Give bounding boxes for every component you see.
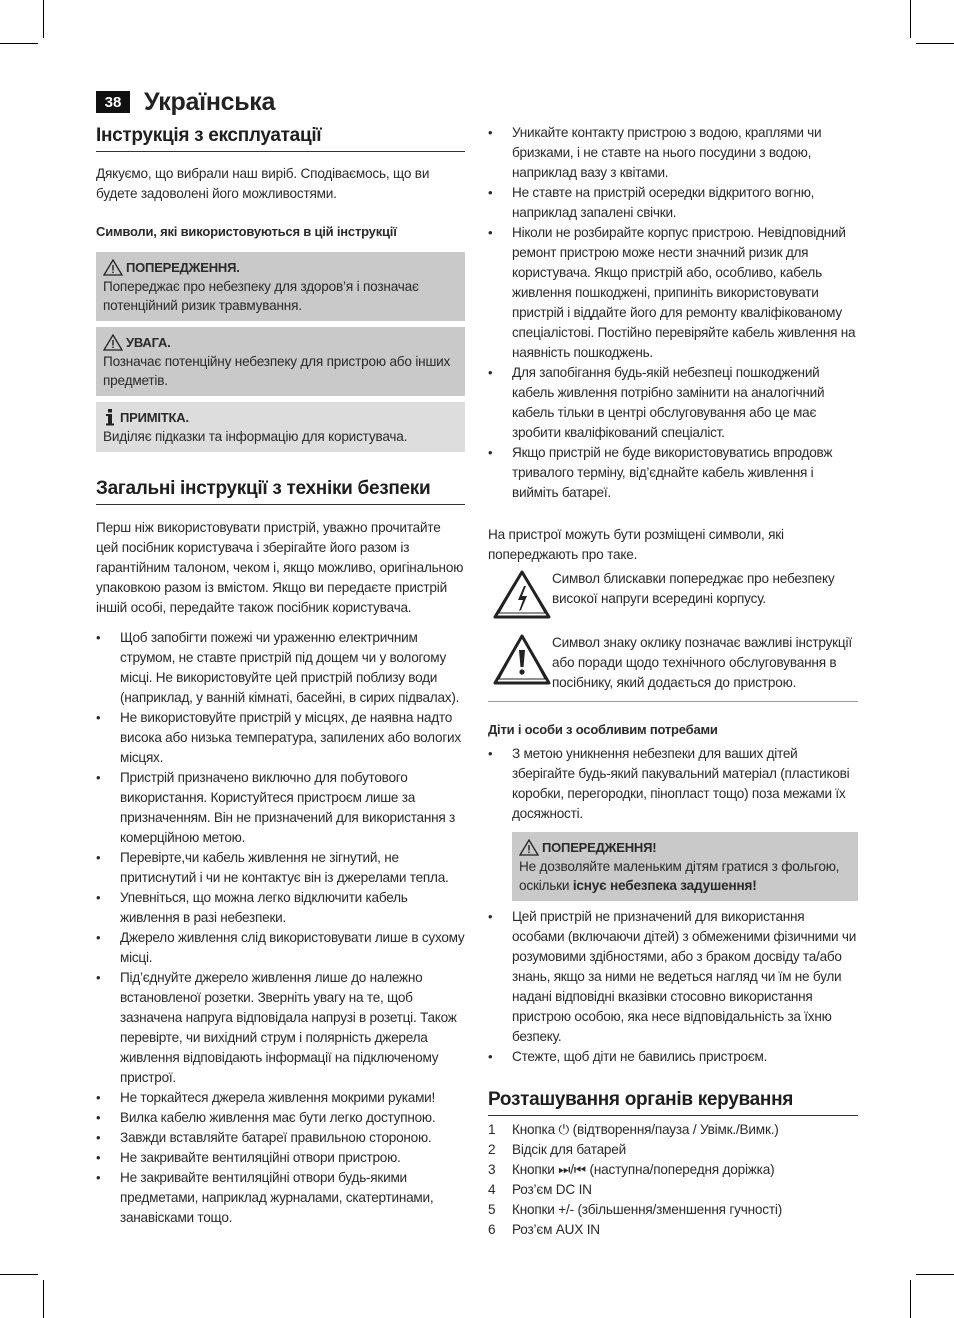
section-title-instructions: Інструкція з експлуатації: [96, 125, 465, 152]
crop-mark: [0, 1274, 38, 1275]
exclamation-symbol-text: Символ знаку оклику позначає важливі інструкції або поради щодо технічного обслуговування в посібнику, який додається до пристрою.: [552, 635, 852, 690]
children-heading: Діти і особи з особливим потребами: [488, 722, 718, 737]
section-title-safety: Загальні інструкції з техніки безпеки: [96, 478, 465, 505]
divider: [488, 701, 858, 702]
list-item: • Завжди вставляйте батареї правильною стороною.: [96, 1128, 465, 1148]
page-header: [96, 86, 275, 118]
item-number: 3: [488, 1162, 496, 1177]
note-title: ПРИМІТКА.: [120, 410, 189, 425]
list-item: • Вилка кабелю живлення має бути легко доступною.: [96, 1108, 465, 1128]
item-text: Роз’єм AUX IN: [512, 1222, 600, 1237]
list-item: [488, 1200, 858, 1220]
list-item: • Не закривайте вентиляційні отвори пристрою.: [96, 1148, 465, 1168]
crop-mark: [910, 1280, 911, 1318]
item-text: Кнопки +/- (збільшення/зменшення гучності): [512, 1202, 783, 1217]
list-item: • З метою уникнення небезпеки для ваших дітей зберігайте будь-який пакувальний матеріал (пластикові коробки, перегородки, пінопласт тощо) поза межами їх досяжності.: [488, 744, 858, 824]
warning-box-children: [512, 832, 858, 901]
crop-mark: [916, 43, 954, 44]
list-item: • Уникайте контакту пристрою з водою, краплями чи бризками, і не ставте на нього посудини з водою, наприклад вазу з квітами.: [488, 123, 858, 183]
caution-text: Позначає потенційну небезпеку для пристрою або інших предметів.: [103, 354, 451, 388]
caution-box: [96, 327, 465, 396]
crop-mark: [0, 43, 38, 44]
list-item: • Стежте, щоб діти не бавились пристроєм.: [488, 1047, 858, 1067]
list-item: • Не торкайтеся джерела живлення мокрими руками!: [96, 1088, 465, 1108]
item-number: 1: [488, 1122, 496, 1137]
list-item: • Для запобігання будь-якій небезпеці пошкоджений кабель живлення потрібно замінити на аналогічний кабель тільки в центрі обслуговування або це має зробити кваліфікований спеціаліст.: [488, 363, 858, 443]
item-number: 4: [488, 1182, 496, 1197]
language-title: Українська: [144, 87, 276, 116]
list-item: • Під’єднуйте джерело живлення лише до належно встановленої розетки. Зверніть увагу на те, щоб зазначена напруга відповідала напрузі в розетці. Також перевірте, чи вихідний струм і полярність джерела живлення відповідають інформації на підключеному пристрої.: [96, 968, 465, 1088]
symbols-heading: Символи, які використовуються в цій інструкції: [96, 224, 397, 239]
warning-title: ПОПЕРЕДЖЕННЯ.: [126, 260, 240, 275]
list-item: • Не використовуйте пристрій у місцях, де наявна надто висока або низька температура, запилених або вологих місцях.: [96, 708, 465, 768]
list-item: • Цей пристрій не призначений для використання особами (включаючи дітей) з обмеженими фізичними чи розумовими здібностями, або з браком досвіду та/або знань, якщо за ними не ведеться нагляд чи їм не були надані відповідні вказівки стосовно використання пристрою особою, яка несе відповідальність за їхню безпеку.: [488, 907, 858, 1047]
lightning-symbol-text: Символ блискавки попереджає про небезпеку високої напруги всередині корпусу.: [552, 571, 835, 606]
warning-triangle-icon: [103, 259, 123, 276]
lightning-warning-icon: [488, 569, 552, 619]
children-list: [488, 744, 858, 824]
list-item: [488, 1220, 858, 1240]
exclamation-warning-icon: [488, 633, 552, 687]
section-title-controls: Розташування органів керування: [488, 1089, 858, 1116]
left-column: [96, 125, 465, 1228]
intro-text: Дякуємо, що вибрали наш виріб. Сподіваємось, що ви будете задоволені його можливостями.: [96, 166, 430, 201]
page-number: 38: [96, 91, 130, 113]
warning-triangle-icon: [103, 334, 123, 351]
warning-box: [96, 252, 465, 321]
item-number: 5: [488, 1202, 496, 1217]
list-item: • Джерело живлення слід використовувати лише в сухому місці.: [96, 928, 465, 968]
warning-triangle-icon: [519, 839, 539, 856]
safety-list-continued: [488, 123, 858, 503]
list-item: [488, 1160, 858, 1180]
note-box: [96, 402, 465, 452]
list-item: [488, 1140, 858, 1160]
crop-mark: [910, 0, 911, 38]
item-text: Кнопка ⏻ (відтворення/пауза / Увімк./Вимк.): [512, 1122, 779, 1137]
list-item: [488, 1120, 858, 1140]
list-item: • Щоб запобігти пожежі чи ураженню електричним струмом, не ставте пристрій під дощем чи у вологому місці. Не використовуйте цей пристрій поблизу води (наприклад, у ванній кімнаті, басейні, в сирих підвалах).: [96, 628, 465, 708]
item-number: 6: [488, 1222, 496, 1237]
list-item: • Не закривайте вентиляційні отвори будь-якими предметами, наприклад журналами, скатертинами, занавісками тощо.: [96, 1168, 465, 1228]
item-number: 2: [488, 1142, 496, 1157]
right-column: [488, 123, 858, 1240]
item-text: Роз’єм DC IN: [512, 1182, 592, 1197]
item-text: Відсік для батарей: [512, 1142, 627, 1157]
crop-mark: [916, 1274, 954, 1275]
controls-list: [488, 1120, 858, 1240]
note-text: Виділяє підказки та інформацію для користувача.: [103, 429, 408, 444]
item-text: Кнопки ⏭/⏮ (наступна/попередня доріжка): [512, 1162, 775, 1177]
crop-mark: [43, 1280, 44, 1318]
list-item: • Не ставте на пристрій осередки відкритого вогню, наприклад запалені свічки.: [488, 183, 858, 223]
caution-title: УВАГА.: [126, 335, 171, 350]
warning-text: [519, 857, 851, 895]
exclamation-symbol-row: [488, 633, 858, 693]
list-item: • Упевніться, що можна легко відключити кабель живлення в разі небезпеки.: [96, 888, 465, 928]
symbols-intro: На пристрої можуть бути розміщені символи, які попереджають про таке.: [488, 527, 784, 562]
warning-text-bold: існує небезпека задушення!: [572, 878, 757, 893]
safety-list: [96, 628, 465, 1228]
children-list-2: [488, 907, 858, 1067]
lightning-symbol-row: [488, 569, 858, 619]
safety-intro: Перш ніж використовувати пристрій, уважно прочитайте цей посібник користувача і зберігайте його разом із гарантійним талоном, чеком і, якщо можливо, оригінальною упаковкою разом із вмістом. Якщо ви передаєте пристрій іншій особі, передайте також посібник користувача.: [96, 520, 464, 615]
list-item: • Ніколи не розбирайте корпус пристрою. Невідповідний ремонт пристрою може нести значний ризик для користувача. Якщо пристрій або, особливо, кабель живлення пошкоджені, припиніть використовувати пристрій і віддайте його для ремонту кваліфікованому спеціалістові. Постійно перевіряйте кабель живлення на наявність пошкоджень.: [488, 223, 858, 363]
list-item: • Якщо пристрій не буде використовуватись впродовж тривалого терміну, від’єднайте кабель живлення і вийміть батареї.: [488, 443, 858, 503]
info-icon: [103, 409, 117, 426]
warning-title: ПОПЕРЕДЖЕННЯ!: [542, 840, 657, 855]
list-item: • Пристрій призначено виключно для побутового використання. Користуйтеся пристроєм лише за призначенням. Він не призначений для використання з комерційною метою.: [96, 768, 465, 848]
warning-text-plain: Не дозволяйте маленьким дітям гратися з фольгою, оскільки: [519, 859, 840, 893]
list-item: • Перевірте,чи кабель живлення не зігнутий, не притиснутий і чи не контактує він із джерелами тепла.: [96, 848, 465, 888]
list-item: [488, 1180, 858, 1200]
crop-mark: [43, 0, 44, 38]
warning-text: Попереджає про небезпеку для здоров’я і позначає потенційний ризик травмування.: [103, 279, 419, 313]
